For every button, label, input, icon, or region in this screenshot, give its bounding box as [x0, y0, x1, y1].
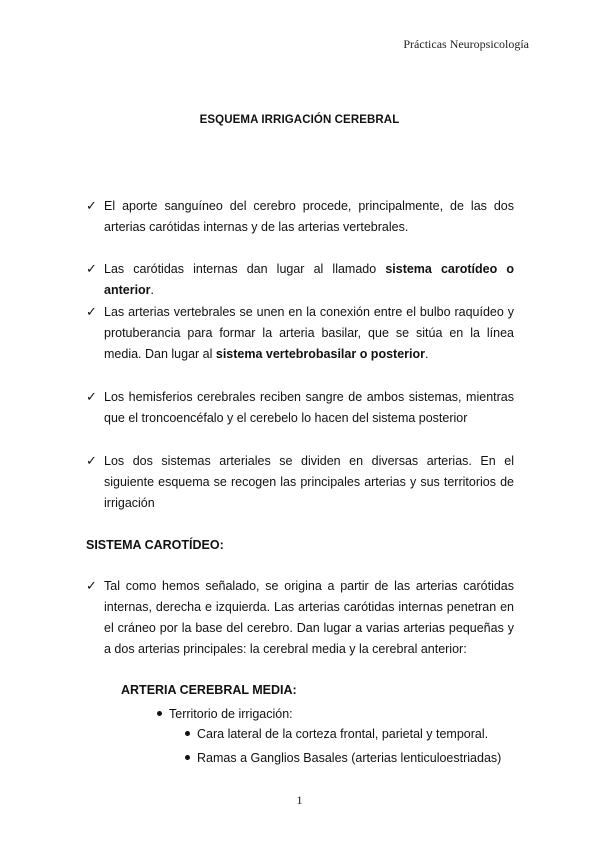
list-item	[185, 724, 488, 744]
intro-item-5	[86, 451, 514, 514]
bullet-dot-icon	[185, 755, 190, 760]
list-item-text: Territorio de irrigación:	[169, 707, 293, 721]
intro-item-text: Los hemisferios cerebrales reciben sangre de ambos sistemas, mientras que el troncoencéfalo y el cerebelo lo hacen del sistema posterior	[104, 390, 514, 425]
section-item	[86, 576, 514, 660]
checkmark-icon: ✓	[86, 390, 97, 405]
section-heading: SISTEMA CAROTÍDEO:	[86, 538, 224, 552]
checkmark-icon: ✓	[86, 199, 97, 214]
list-item	[157, 704, 293, 724]
list-item-text: Ramas a Ganglios Basales (arterias lenticuloestriadas)	[197, 751, 502, 765]
checkmark-icon: ✓	[86, 262, 97, 277]
intro-item-text: El aporte sanguíneo del cerebro procede, principalmente, de las dos arterias carótidas internas y de las arterias vertebrales.	[104, 199, 514, 234]
intro-item-text: Las arterias vertebrales se unen en la conexión entre el bulbo raquídeo y protuberancia para formar la arteria basilar, que se sitúa en la línea media. Dan lugar al sistema vertebrobasilar o posterior.	[104, 305, 514, 361]
document-title: ESQUEMA IRRIGACIÓN CEREBRAL	[199, 114, 400, 126]
intro-item-2	[86, 259, 514, 301]
running-header: Prácticas Neuropsicología	[403, 37, 529, 51]
emphasis: sistema carotídeo o anterior	[104, 262, 514, 297]
intro-item-1	[86, 196, 514, 238]
list-item-text: Cara lateral de la corteza frontal, parietal y temporal.	[197, 727, 489, 741]
emphasis: sistema vertebrobasilar o posterior	[215, 347, 425, 361]
section-item-text: Tal como hemos señalado, se origina a partir de las arterias carótidas internas, derecha e izquierda. Las arterias carótidas internas penetran en el cráneo por la base del cerebro. Dan lugar a varias arterias pequeñas y a dos arterias principales: la cerebral media y la cerebral anterior:	[104, 579, 514, 656]
checkmark-icon: ✓	[86, 579, 97, 594]
list-item	[185, 748, 501, 768]
intro-item-3	[86, 302, 514, 365]
intro-item-4	[86, 387, 514, 429]
checkmark-icon: ✓	[86, 454, 97, 469]
page-number: 1	[296, 793, 303, 807]
sub-heading: ARTERIA CEREBRAL MEDIA:	[121, 683, 297, 697]
bullet-dot-icon	[157, 711, 162, 716]
bullet-dot-icon	[185, 731, 190, 736]
checkmark-icon: ✓	[86, 305, 97, 320]
intro-item-text: Los dos sistemas arteriales se dividen en diversas arterias. En el siguiente esquema se recogen las principales arterias y sus territorios de irrigación	[104, 454, 514, 510]
intro-item-text: Las carótidas internas dan lugar al llamado sistema carotídeo o anterior.	[104, 262, 514, 297]
